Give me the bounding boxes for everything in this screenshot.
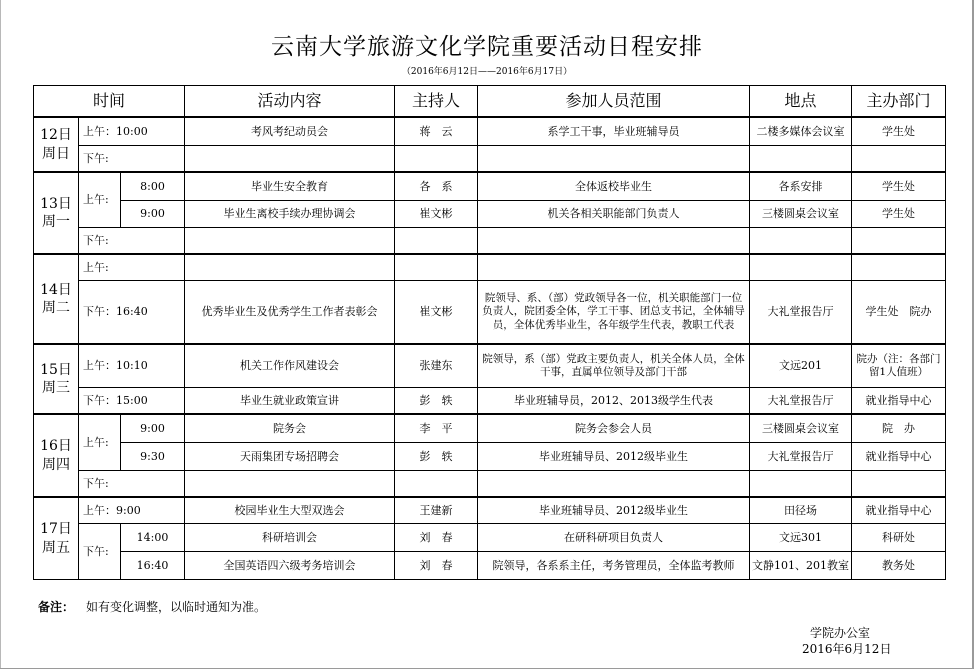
location-cell: 大礼堂报告厅 bbox=[750, 443, 852, 471]
day-cell-17 bbox=[34, 497, 79, 580]
activity-cell: 校园毕业生大型双选会 bbox=[185, 497, 395, 524]
participants-cell bbox=[478, 471, 750, 498]
location-cell: 各系安排 bbox=[750, 172, 852, 201]
day-weekday: 周二 bbox=[42, 300, 70, 316]
day-date: 14日 bbox=[40, 281, 72, 298]
host-cell: 崔文彬 bbox=[395, 281, 478, 345]
table-row bbox=[34, 344, 946, 388]
location-cell: 文远201 bbox=[750, 344, 852, 388]
host-cell bbox=[395, 146, 478, 173]
signature-date: 2016年6月12日 bbox=[802, 642, 892, 656]
window-left-border bbox=[0, 0, 1, 669]
table-row bbox=[34, 117, 946, 146]
department-cell bbox=[852, 228, 946, 255]
host-cell: 张建东 bbox=[395, 344, 478, 388]
table-row bbox=[34, 146, 946, 173]
department-cell: 科研处 bbox=[852, 524, 946, 552]
table-row bbox=[34, 172, 946, 201]
department-cell bbox=[852, 254, 946, 281]
department-cell: 学生处 院办 bbox=[852, 281, 946, 345]
host-cell: 各 系 bbox=[395, 172, 478, 201]
host-cell: 李 平 bbox=[395, 414, 478, 443]
participants-cell: 系学工干事，毕业班辅导员 bbox=[478, 117, 750, 146]
table-row bbox=[34, 414, 946, 443]
host-cell: 崔文彬 bbox=[395, 201, 478, 228]
am-label: 上午: bbox=[79, 414, 121, 471]
header-participants: 参加人员范围 bbox=[478, 86, 750, 118]
table-row bbox=[34, 524, 946, 552]
activity-cell: 毕业生就业政策宣讲 bbox=[185, 388, 395, 415]
day-date: 17日 bbox=[40, 521, 72, 538]
participants-cell bbox=[478, 254, 750, 281]
header-location: 地点 bbox=[750, 86, 852, 118]
table-row bbox=[34, 471, 946, 498]
location-cell: 三楼圆桌会议室 bbox=[750, 414, 852, 443]
department-cell: 学生处 bbox=[852, 172, 946, 201]
schedule-table bbox=[33, 85, 946, 580]
department-cell bbox=[852, 146, 946, 173]
activity-cell bbox=[185, 471, 395, 498]
day-weekday: 周一 bbox=[42, 214, 70, 230]
location-cell bbox=[750, 254, 852, 281]
time-cell: 16:40 bbox=[121, 552, 185, 580]
header-row bbox=[34, 86, 946, 118]
time-cell: 上午：10:10 bbox=[79, 344, 185, 388]
table-row bbox=[34, 228, 946, 255]
time-cell: 14:00 bbox=[121, 524, 185, 552]
participants-cell: 毕业班辅导员，2012、2013级学生代表 bbox=[478, 388, 750, 415]
location-cell: 大礼堂报告厅 bbox=[750, 388, 852, 415]
participants-cell: 院领导，系（部）党政主要负责人，机关全体人员，全体干事，直属单位领导及部门干部 bbox=[478, 344, 750, 388]
department-cell: 就业指导中心 bbox=[852, 443, 946, 471]
day-weekday: 周五 bbox=[42, 539, 70, 556]
activity-cell bbox=[185, 254, 395, 281]
header-activity: 活动内容 bbox=[185, 86, 395, 118]
day-date: 15日 bbox=[40, 361, 72, 378]
location-cell bbox=[750, 471, 852, 498]
am-label: 上午: bbox=[79, 172, 121, 228]
location-cell bbox=[750, 146, 852, 173]
header-host: 主持人 bbox=[395, 86, 478, 118]
time-cell: 9:30 bbox=[121, 443, 185, 471]
participants-cell: 院领导、系、（部）党政领导各一位，机关职能部门一位负责人，院团委全体，学工干事、团总支书记，全体辅导员，全体优秀毕业生，各年级学生代表，教职工代表 bbox=[478, 281, 750, 345]
department-cell bbox=[852, 471, 946, 498]
table-row bbox=[34, 281, 946, 345]
host-cell bbox=[395, 254, 478, 281]
table-row bbox=[34, 254, 946, 281]
day-date: 16日 bbox=[40, 438, 72, 455]
activity-cell: 全国英语四六级考务培训会 bbox=[185, 552, 395, 580]
time-cell: 上午：10:00 bbox=[79, 117, 185, 146]
date-range-subtitle: （2016年6月12日——2016年6月17日） bbox=[401, 67, 573, 77]
host-cell: 刘 春 bbox=[395, 552, 478, 580]
department-cell: 院 办 bbox=[852, 414, 946, 443]
host-cell: 彭 轶 bbox=[395, 388, 478, 415]
day-weekday: 周四 bbox=[42, 456, 70, 473]
day-date: 13日 bbox=[40, 195, 72, 212]
department-cell: 学生处 bbox=[852, 117, 946, 146]
time-cell: 9:00 bbox=[121, 414, 185, 443]
host-cell bbox=[395, 471, 478, 498]
participants-cell: 在研科研项目负责人 bbox=[478, 524, 750, 552]
activity-cell: 院务会 bbox=[185, 414, 395, 443]
department-cell: 院办（注：各部门留1人值班） bbox=[852, 344, 946, 388]
table-row bbox=[34, 552, 946, 580]
location-cell: 二楼多媒体会议室 bbox=[750, 117, 852, 146]
host-cell: 王建新 bbox=[395, 497, 478, 524]
location-cell: 文远301 bbox=[750, 524, 852, 552]
header-department: 主办部门 bbox=[852, 86, 946, 118]
host-cell: 刘 春 bbox=[395, 524, 478, 552]
day-cell-16 bbox=[34, 414, 79, 497]
day-cell-13 bbox=[34, 172, 79, 254]
host-cell bbox=[395, 228, 478, 255]
activity-cell bbox=[185, 146, 395, 173]
participants-cell: 全体返校毕业生 bbox=[478, 172, 750, 201]
time-cell: 下午：15:00 bbox=[79, 388, 185, 415]
activity-cell: 机关工作作风建设会 bbox=[185, 344, 395, 388]
activity-cell: 毕业生安全教育 bbox=[185, 172, 395, 201]
note-text: 如有变化调整，以临时通知为准。 bbox=[86, 600, 267, 614]
participants-cell bbox=[478, 146, 750, 173]
activity-cell: 科研培训会 bbox=[185, 524, 395, 552]
time-cell: 8:00 bbox=[121, 172, 185, 201]
participants-cell: 院务会参会人员 bbox=[478, 414, 750, 443]
host-cell: 彭 轶 bbox=[395, 443, 478, 471]
time-cell: 上午: bbox=[79, 254, 185, 281]
day-date: 12日 bbox=[40, 127, 72, 144]
participants-cell: 毕业班辅导员、2012级毕业生 bbox=[478, 443, 750, 471]
activity-cell: 天雨集团专场招聘会 bbox=[185, 443, 395, 471]
department-cell: 学生处 bbox=[852, 201, 946, 228]
time-cell: 下午: bbox=[79, 146, 185, 173]
time-cell: 9:00 bbox=[121, 201, 185, 228]
signature-office: 学院办公室 bbox=[810, 626, 871, 640]
participants-cell bbox=[478, 228, 750, 255]
time-cell: 下午：16:40 bbox=[79, 281, 185, 345]
location-cell: 田径场 bbox=[750, 497, 852, 524]
activity-cell: 考风考纪动员会 bbox=[185, 117, 395, 146]
day-cell-12 bbox=[34, 117, 79, 172]
table-row bbox=[34, 201, 946, 228]
table-row bbox=[34, 497, 946, 524]
day-cell-15 bbox=[34, 344, 79, 414]
location-cell: 文静101、201教室 bbox=[750, 552, 852, 580]
activity-cell bbox=[185, 228, 395, 255]
location-cell bbox=[750, 228, 852, 255]
participants-cell: 机关各相关职能部门负责人 bbox=[478, 201, 750, 228]
location-cell: 大礼堂报告厅 bbox=[750, 281, 852, 345]
host-cell: 蒋 云 bbox=[395, 117, 478, 146]
time-cell: 上午：9:00 bbox=[79, 497, 185, 524]
page-title: 云南大学旅游文化学院重要活动日程安排 bbox=[271, 34, 703, 60]
table-row bbox=[34, 388, 946, 415]
participants-cell: 院领导，各系系主任，考务管理员，全体监考教师 bbox=[478, 552, 750, 580]
department-cell: 教务处 bbox=[852, 552, 946, 580]
day-weekday: 周三 bbox=[42, 380, 70, 396]
day-weekday: 周日 bbox=[42, 145, 70, 162]
time-cell: 下午: bbox=[79, 228, 185, 255]
time-cell: 下午: bbox=[79, 471, 185, 498]
participants-cell: 毕业班辅导员、2012级毕业生 bbox=[478, 497, 750, 524]
table-row bbox=[34, 443, 946, 471]
header-time: 时间 bbox=[34, 86, 185, 118]
day-cell-14 bbox=[34, 254, 79, 344]
activity-cell: 优秀毕业生及优秀学生工作者表彰会 bbox=[185, 281, 395, 345]
department-cell: 就业指导中心 bbox=[852, 497, 946, 524]
activity-cell: 毕业生离校手续办理协调会 bbox=[185, 201, 395, 228]
location-cell: 三楼圆桌会议室 bbox=[750, 201, 852, 228]
note-label: 备注： bbox=[38, 600, 75, 614]
department-cell: 就业指导中心 bbox=[852, 388, 946, 415]
pm-label: 下午: bbox=[79, 524, 121, 580]
